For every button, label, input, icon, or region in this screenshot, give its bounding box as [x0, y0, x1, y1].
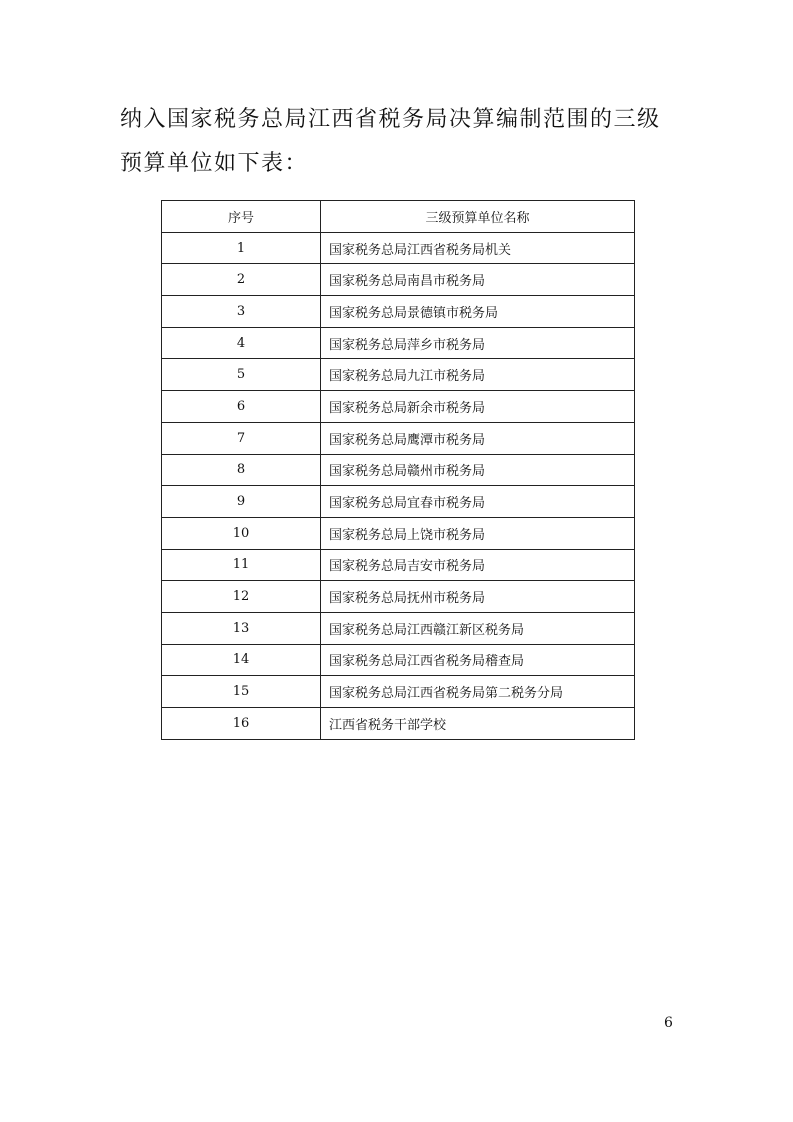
row-unit-name: 国家税务总局江西省税务局第二税务分局: [321, 676, 635, 708]
header-seq: 序号: [162, 201, 321, 233]
row-unit-name: 国家税务总局上饶市税务局: [321, 517, 635, 549]
row-unit-name: 国家税务总局吉安市税务局: [321, 549, 635, 581]
table-row: [162, 454, 635, 486]
row-seq: 15: [162, 676, 321, 708]
row-unit-name: 国家税务总局江西赣江新区税务局: [321, 612, 635, 644]
row-seq: 16: [162, 708, 321, 740]
row-seq: 4: [162, 327, 321, 359]
row-seq: 8: [162, 454, 321, 486]
row-seq: 5: [162, 359, 321, 391]
table-row: [162, 708, 635, 740]
row-unit-name: 国家税务总局江西省税务局稽查局: [321, 644, 635, 676]
row-unit-name: 国家税务总局抚州市税务局: [321, 581, 635, 613]
row-seq: 9: [162, 486, 321, 518]
table-header-row: [162, 201, 635, 233]
table-row: [162, 486, 635, 518]
row-unit-name: 国家税务总局九江市税务局: [321, 359, 635, 391]
row-unit-name: 国家税务总局南昌市税务局: [321, 264, 635, 296]
table-row: [162, 612, 635, 644]
row-seq: 6: [162, 391, 321, 423]
table-row: [162, 676, 635, 708]
row-seq: 3: [162, 296, 321, 328]
row-unit-name: 国家税务总局宜春市税务局: [321, 486, 635, 518]
row-seq: 1: [162, 232, 321, 264]
budget-units-table: [161, 200, 635, 740]
row-unit-name: 国家税务总局赣州市税务局: [321, 454, 635, 486]
intro-paragraph: 纳入国家税务总局江西省税务局决算编制范围的三级预算单位如下表：: [120, 107, 661, 176]
row-unit-name: 江西省税务干部学校: [321, 708, 635, 740]
table-row: [162, 264, 635, 296]
table-row: [162, 549, 635, 581]
row-seq: 10: [162, 517, 321, 549]
row-seq: 11: [162, 549, 321, 581]
page-number: 6: [664, 1015, 673, 1031]
row-seq: 7: [162, 422, 321, 454]
row-seq: 14: [162, 644, 321, 676]
table-row: [162, 391, 635, 423]
table-row: [162, 296, 635, 328]
table-row: [162, 581, 635, 613]
row-unit-name: 国家税务总局景德镇市税务局: [321, 296, 635, 328]
row-unit-name: 国家税务总局萍乡市税务局: [321, 327, 635, 359]
row-seq: 13: [162, 612, 321, 644]
row-seq: 12: [162, 581, 321, 613]
table-row: [162, 644, 635, 676]
table-row: [162, 232, 635, 264]
row-unit-name: 国家税务总局鹰潭市税务局: [321, 422, 635, 454]
row-unit-name: 国家税务总局江西省税务局机关: [321, 232, 635, 264]
table-row: [162, 517, 635, 549]
row-unit-name: 国家税务总局新余市税务局: [321, 391, 635, 423]
row-seq: 2: [162, 264, 321, 296]
table-row: [162, 422, 635, 454]
header-unit-name: 三级预算单位名称: [321, 201, 635, 233]
table-row: [162, 327, 635, 359]
table-row: [162, 359, 635, 391]
